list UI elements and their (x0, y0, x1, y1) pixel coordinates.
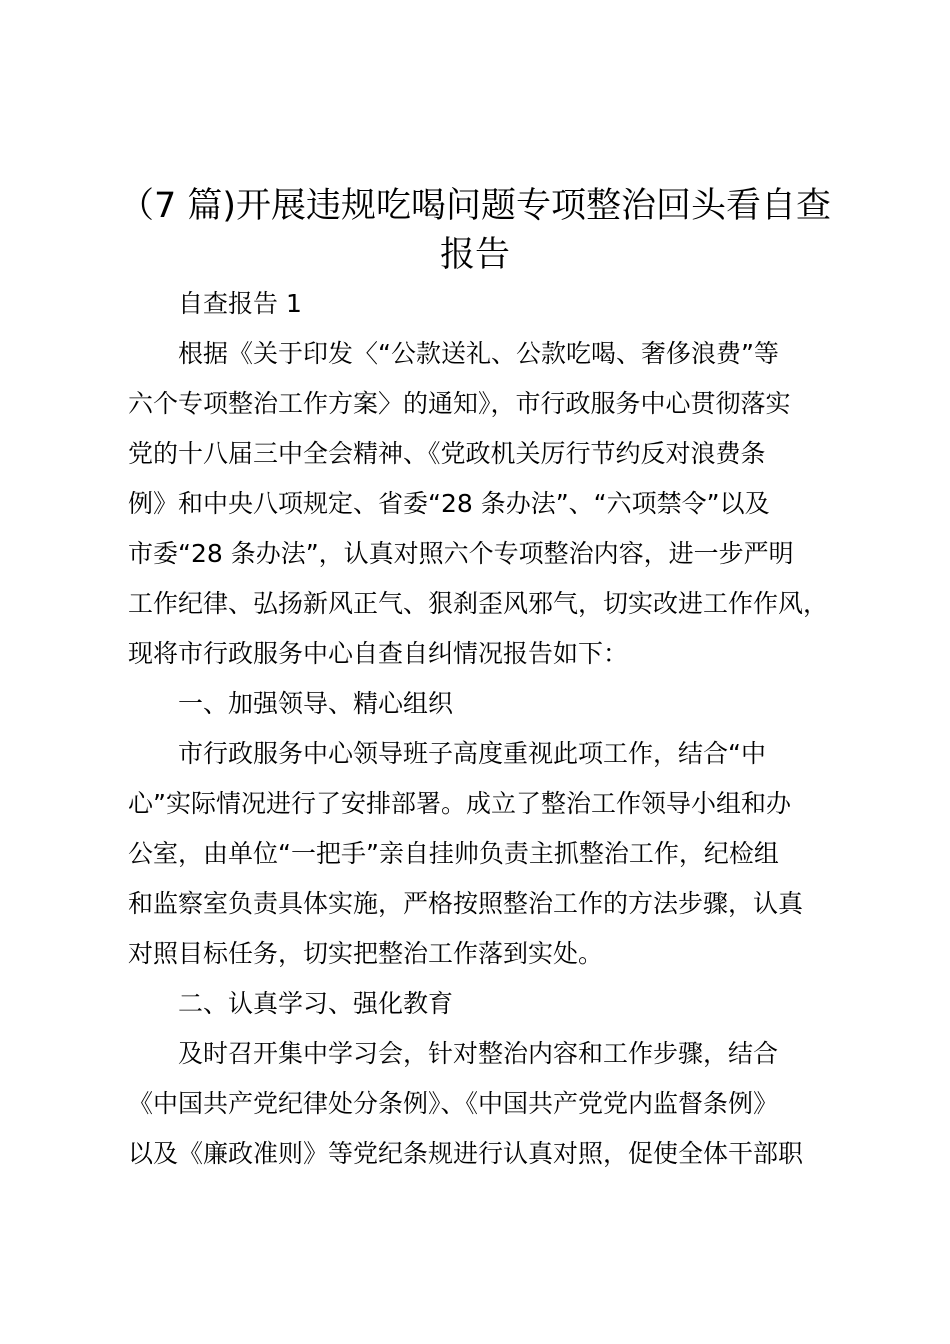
paragraph-line: 根据《关于印发〈“公款送礼、公款吃喝、奢侈浪费”等 (178, 339, 779, 368)
section-heading-1: 一、加强领导、精心组织 (178, 689, 454, 718)
paragraph-line: 公室，由单位“一把手”亲自挂帅负责主抓整治工作，纪检组 (128, 839, 779, 868)
paragraph-line: 六个专项整治工作方案〉的通知》，市行政服务中心贯彻落实 (128, 389, 791, 418)
section-heading-report-1: 自查报告 1 (178, 289, 302, 318)
document-title-line-1: （7 篇)开展违规吃喝问题专项整治回头看自查 (118, 186, 832, 226)
paragraph-line: 市委“28 条办法”，认真对照六个专项整治内容，进一步严明 (128, 539, 794, 568)
paragraph-line: 及时召开集中学习会，针对整治内容和工作步骤，结合 (178, 1039, 779, 1068)
paragraph-line: 心”实际情况进行了安排部署。成立了整治工作领导小组和办 (128, 789, 791, 818)
paragraph-line: 以及《廉政准则》等党纪条规进行认真对照，促使全体干部职 (128, 1139, 804, 1168)
paragraph-line: 党的十八届三中全会精神、《党政机关厉行节约反对浪费条 (128, 439, 766, 468)
paragraph-line: 和监察室负责具体实施，严格按照整治工作的方法步骤，认真 (128, 889, 804, 918)
section-heading-2: 二、认真学习、强化教育 (178, 989, 454, 1018)
paragraph-line: 工作纪律、弘扬新风正气、狠刹歪风邪气，切实改进工作作风， (128, 589, 829, 618)
document-title-line-2: 报告 (439, 235, 510, 275)
paragraph-line: 例》和中央八项规定、省委“28 条办法”、“六项禁令”以及 (128, 489, 770, 518)
paragraph-line: 市行政服务中心领导班子高度重视此项工作，结合“中 (178, 739, 766, 768)
paragraph-line: 对照目标任务，切实把整治工作落到实处。 (128, 939, 604, 968)
paragraph-line: 现将市行政服务中心自查自纠情况报告如下： (128, 639, 629, 668)
paragraph-line: 《中国共产党纪律处分条例》、《中国共产党党内监督条例》 (128, 1089, 779, 1118)
